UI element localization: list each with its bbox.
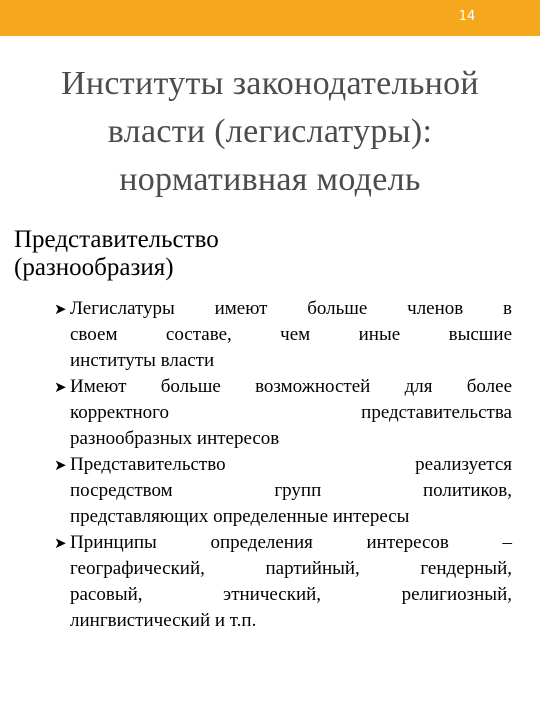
bullet-text-line: посредством групп политиков, bbox=[70, 480, 512, 501]
bullet-text-line: институты власти bbox=[70, 350, 215, 371]
arrow-bullet-icon: ➤ bbox=[54, 378, 67, 396]
bullet-item bbox=[54, 530, 512, 634]
bullet-item bbox=[54, 296, 512, 374]
bullet-text-line: своем составе, чем иные высшие bbox=[70, 324, 512, 345]
bullet-text-line: Представительство реализуется bbox=[70, 454, 512, 475]
arrow-bullet-icon: ➤ bbox=[54, 300, 67, 318]
bullet-text-line: корректного представительства bbox=[70, 402, 512, 423]
bullet-text-line: разнообразных интересов bbox=[70, 428, 280, 449]
bullet-text-line: представляющих определенные интересы bbox=[70, 506, 410, 527]
bullet-text-line: Легислатуры имеют больше членов в bbox=[70, 298, 512, 319]
section-heading bbox=[14, 226, 219, 282]
slide-title bbox=[0, 60, 540, 204]
section-heading-line-1: Представительство bbox=[14, 226, 219, 253]
slide-title-line-3: нормативная модель bbox=[119, 161, 421, 198]
bullet-text-line: лингвистический и т.п. bbox=[70, 610, 257, 631]
bullet-item bbox=[54, 374, 512, 452]
arrow-bullet-icon: ➤ bbox=[54, 534, 67, 552]
slide-number: 14 bbox=[458, 9, 476, 24]
slide-title-line-2: власти (легислатуры): bbox=[107, 113, 433, 150]
slide-title-line-1: Институты законодательной bbox=[61, 65, 479, 102]
section-heading-line-2: (разнообразия) bbox=[14, 254, 174, 281]
bullet-text-line: Принципы определения интересов – bbox=[70, 532, 512, 553]
bullet-list bbox=[54, 296, 512, 634]
bullet-text-line: Имеют больше возможностей для более bbox=[70, 376, 512, 397]
arrow-bullet-icon: ➤ bbox=[54, 456, 67, 474]
bullet-item bbox=[54, 452, 512, 530]
bullet-text-line: географический, партийный, гендерный, bbox=[70, 558, 512, 579]
top-bar bbox=[0, 0, 540, 36]
bullet-text-line: расовый, этнический, религиозный, bbox=[70, 584, 512, 605]
